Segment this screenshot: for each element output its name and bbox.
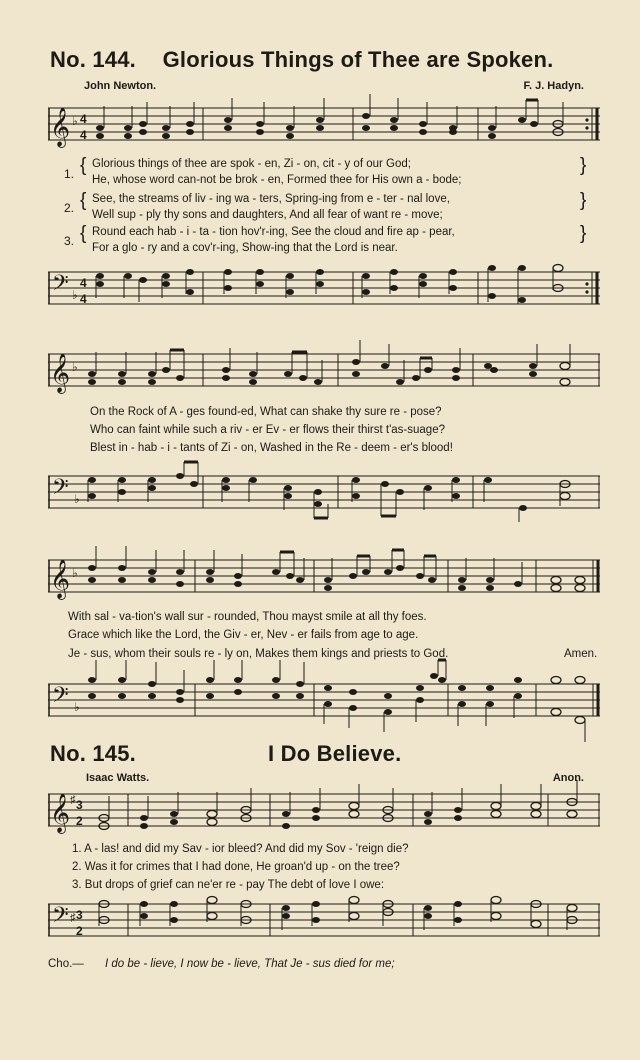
svg-text:2: 2 — [76, 814, 83, 828]
lyric-line: Je - sus, whom their souls re - ly on, Makes them kings and priests to God. — [68, 648, 449, 660]
music-staff — [48, 786, 604, 834]
hymn-144-number: No. 144. — [50, 47, 136, 72]
svg-text:♭: ♭ — [72, 566, 78, 580]
verse-number: 2. — [64, 201, 75, 215]
music-staff — [48, 676, 604, 724]
svg-text:3: 3 — [76, 798, 83, 812]
verse-brace: { — [80, 223, 87, 244]
lyric-line: Glorious things of thee are spok - en, Zi - on, cit - y of our God; — [92, 158, 411, 170]
hymn-144-title: Glorious Things of Thee are Spoken. — [162, 47, 554, 72]
svg-text:4: 4 — [80, 276, 87, 290]
chorus-label: Cho.— — [48, 958, 84, 970]
svg-text:𝄞: 𝄞 — [50, 107, 71, 147]
hymn-144-author: John Newton. — [84, 80, 157, 92]
svg-text:♯: ♯ — [70, 912, 76, 924]
music-staff — [48, 346, 604, 394]
music-staff — [48, 100, 604, 148]
svg-text:♯: ♯ — [70, 794, 76, 806]
hymn-144-composer: F. J. Hadyn. — [523, 80, 584, 92]
svg-text:𝄞: 𝄞 — [50, 353, 71, 393]
music-staff — [48, 896, 604, 944]
music-staff — [48, 552, 604, 600]
amen-label: Amen. — [564, 648, 598, 660]
svg-text:3: 3 — [76, 908, 83, 922]
svg-text:4: 4 — [80, 128, 87, 142]
svg-text:𝄢: 𝄢 — [52, 683, 69, 713]
verse-brace: { — [80, 190, 87, 211]
lyric-line: Round each hab - i - ta - tion hov'r-ing, See the cloud and fire ap - pear, — [92, 226, 455, 238]
svg-text:♭: ♭ — [74, 700, 80, 714]
verse-brace: } — [580, 223, 587, 244]
lyric-line: Grace which like the Lord, the Giv - er, Nev - er fails from age to age. — [68, 629, 419, 641]
lyric-line: 2. Was it for crimes that I had done, He groan'd up - on the tree? — [72, 861, 400, 873]
hymn-145-composer: Anon. — [552, 772, 584, 784]
lyric-line: See, the streams of liv - ing wa - ters, Spring-ing from e - ter - nal love, — [92, 193, 450, 205]
music-staff — [48, 264, 604, 312]
lyric-line: 3. But drops of grief can ne'er re - pay The debt of love I owe: — [72, 879, 385, 891]
svg-text:𝄢: 𝄢 — [52, 271, 69, 301]
verse-number: 3. — [64, 234, 75, 248]
svg-text:♭: ♭ — [74, 492, 80, 506]
hymn-144-header — [50, 47, 553, 73]
hymn-145-author: Isaac Watts. — [86, 772, 150, 784]
lyric-line: He, whose word can-not be brok - en, Formed thee for His own a - bode; — [92, 174, 462, 186]
svg-text:𝄢: 𝄢 — [52, 903, 69, 933]
verse-number: 1. — [64, 167, 75, 181]
svg-text:𝄞: 𝄞 — [50, 559, 71, 599]
svg-text:♭: ♭ — [72, 288, 78, 302]
lyric-line: Blest in - hab - i - tants of Zi - on, Washed in the Re - deem - er's blood! — [90, 442, 453, 454]
hymn-145-title: I Do Believe. — [268, 741, 402, 766]
chorus-line — [48, 958, 395, 970]
svg-text:4: 4 — [80, 292, 87, 306]
svg-text:♭: ♭ — [72, 360, 78, 374]
music-staff — [48, 468, 604, 516]
lyric-line: For a glo - ry and a cov'r-ing, Show-ing that the Lord is near. — [92, 242, 398, 254]
lyric-line: With sal - va-tion's wall sur - rounded, Thou mayst smile at all thy foes. — [68, 611, 427, 623]
svg-text:♭: ♭ — [72, 114, 78, 128]
hymn-145-number: No. 145. — [50, 741, 136, 766]
verse-brace: } — [580, 190, 587, 211]
lyric-line: Who can faint while such a riv - er Ev - er flows their thirst t'as-suage? — [90, 424, 445, 436]
lyric-line: 1. A - las! and did my Sav - ior bleed? And did my Sov - 'reign die? — [72, 843, 409, 855]
verse-brace: { — [80, 155, 87, 176]
svg-text:4: 4 — [80, 112, 87, 126]
lyric-line: Well sup - ply thy sons and daughters, And all fear of want re - move; — [92, 209, 443, 221]
svg-text:𝄞: 𝄞 — [50, 793, 71, 833]
svg-text:2: 2 — [76, 924, 83, 938]
svg-text:𝄢: 𝄢 — [52, 475, 69, 505]
verse-brace: } — [580, 155, 587, 176]
lyric-line: On the Rock of A - ges found-ed, What can shake thy sure re - pose? — [90, 406, 442, 418]
chorus-text: I do be - lieve, I now be - lieve, That Je - sus died for me; — [105, 958, 395, 970]
